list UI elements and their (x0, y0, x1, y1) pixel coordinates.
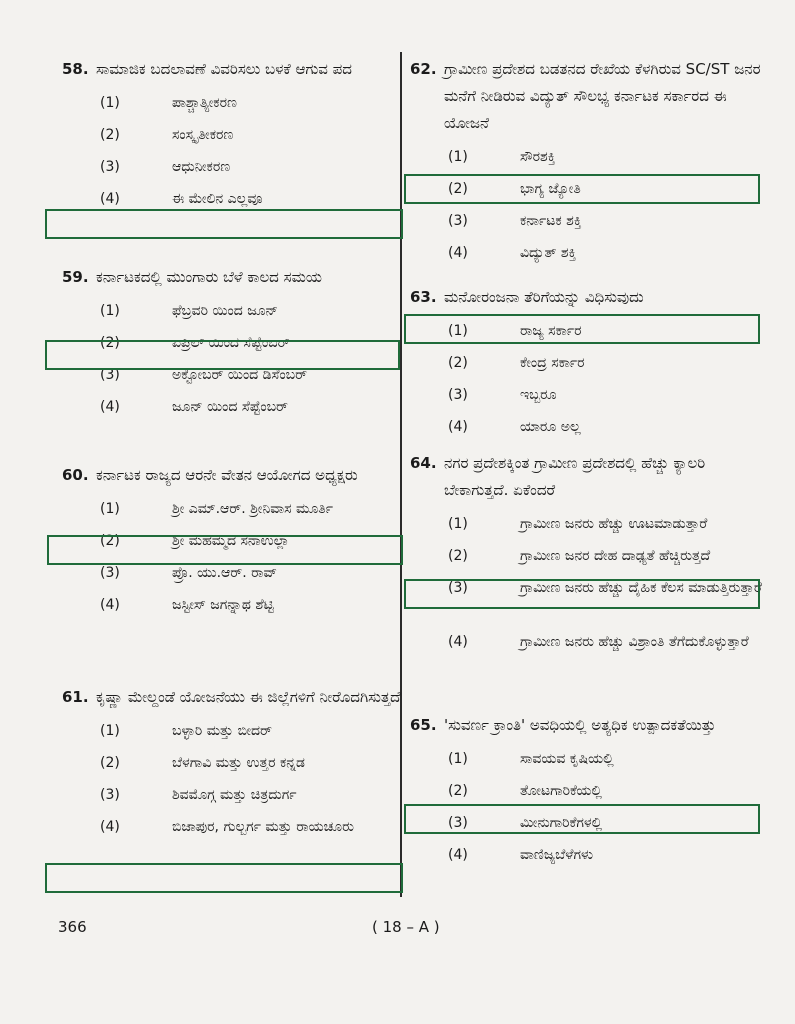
page-code: ( 18 – A ) (372, 918, 440, 936)
option-answer: (2) ಏಪ್ರಿಲ್ ಯಿಂದ ಸೆಪ್ಟೆಂಬರ್ (62, 327, 422, 359)
options (410, 508, 770, 680)
question-59 (62, 264, 422, 462)
option: (1) ಬಳ್ಳಾರಿ ಮತ್ತು ಬೀದರ್ (62, 715, 422, 747)
option-text: ಬಿಜಾಪುರ, ಗುಲ್ಬರ್ಗ ಮತ್ತು ರಾಯಚೂರು (172, 819, 354, 835)
option: (3) ಮೀನುಗಾರಿಕೆಗಳಲ್ಲಿ (410, 807, 770, 839)
question-text: 'ಸುವರ್ಣ ಕ್ರಾಂತಿ' ಅವಧಿಯಲ್ಲಿ ಅತ್ಯಧಿಕ ಉತ್ಪಾದಕತೆಯಿತ್ತು (444, 716, 716, 734)
option-text: ಬಳ್ಳಾರಿ ಮತ್ತು ಬೀದರ್ (172, 723, 272, 739)
option-text: ಈ ಮೇಲಿನ ಎಲ್ಲವೂ (172, 191, 263, 207)
question-text: ನಗರ ಪ್ರದೇಶಕ್ಕಿಂತ ಗ್ರಾಮೀಣ ಪ್ರದೇಶದಲ್ಲಿ ಹೆಚ್ಚು ಕ್ಯಾಲರಿ ಬೇಕಾಗುತ್ತದೆ. ಏಕೆಂದರೆ (444, 454, 706, 499)
question-60 (62, 462, 422, 684)
option-text: ಸಾವಯವ ಕೃಷಿಯಲ್ಲಿ (520, 751, 614, 767)
options (410, 743, 770, 871)
question-number: 62. (410, 60, 437, 78)
option: (3) ಕರ್ನಾಟಕ ಶಕ್ತಿ (410, 205, 770, 237)
option: (2) ಕೇಂದ್ರ ಸರ್ಕಾರ (410, 347, 770, 379)
option-answer: (3) ಗ್ರಾಮೀಣ ಜನರು ಹೆಚ್ಚು ದೈಹಿಕ ಕೆಲಸ ಮಾಡುತ್ತಿರುತ್ತಾರೆ (410, 572, 770, 626)
option: (3) ಪ್ರೊ. ಯು.ಆರ್. ರಾವ್ (62, 557, 422, 589)
question-65 (410, 712, 770, 902)
option-answer: (1) ಶ್ರೀ ಎಮ್.ಆರ್. ಶ್ರೀನಿವಾಸ ಮೂರ್ತಿ (62, 493, 422, 525)
option: (1) ಪಾಶ್ಚಾತ್ಯೀಕರಣ (62, 87, 422, 119)
option-text: ವಿದ್ಯುತ್ ಶಕ್ತಿ (520, 245, 577, 261)
option: (3) ಇಬ್ಬರೂ (410, 379, 770, 411)
option-text: ಗ್ರಾಮೀಣ ಜನರು ಹೆಚ್ಚು ಊಟಮಾಡುತ್ತಾರೆ (520, 516, 708, 532)
question-number: 64. (410, 454, 437, 472)
question-62 (410, 56, 770, 284)
option: (2) ಸಂಸ್ಕೃತೀಕರಣ (62, 119, 422, 151)
question-number: 65. (410, 716, 437, 734)
option: (3) ಆಧುನೀಕರಣ (62, 151, 422, 183)
option-text: ಗ್ರಾಮೀಣ ಜನರು ಹೆಚ್ಚು ವಿಶ್ರಾಂತಿ ತೆಗೆದುಕೊಳ್ಳುತ್ತಾರೆ (520, 634, 749, 650)
option: (1) ಫೆಬ್ರವರಿ ಯಿಂದ ಜೂನ್ (62, 295, 422, 327)
option-text: ಕರ್ನಾಟಕ ಶಕ್ತಿ (520, 213, 582, 229)
option-answer: (1) ರಾಜ್ಯ ಸರ್ಕಾರ (410, 315, 770, 347)
option: (2) ಶ್ರೀ ಮಹಮ್ಮದ ಸನಾಉಲ್ಲಾ (62, 525, 422, 557)
option-text: ಸೌರಶಕ್ತಿ (520, 149, 556, 165)
option-text: ಆಧುನೀಕರಣ (172, 159, 231, 175)
question-number: 59. (62, 268, 89, 286)
option-text: ಫೆಬ್ರವರಿ ಯಿಂದ ಜೂನ್ (172, 303, 278, 319)
question-61 (62, 684, 422, 884)
option-text: ಭಾಗ್ಯ ಜ್ಯೋತಿ (520, 181, 581, 197)
option-text: ಶಿವಮೊಗ್ಗ ಮತ್ತು ಚಿತ್ರದುರ್ಗ (172, 787, 297, 803)
option: (4) ಜೂನ್ ಯಿಂದ ಸೆಪ್ಟೆಂಬರ್ (62, 391, 422, 423)
option: (1) ಸಾವಯವ ಕೃಷಿಯಲ್ಲಿ (410, 743, 770, 775)
option-answer: (4) ಬಿಜಾಪುರ, ಗುಲ್ಬರ್ಗ ಮತ್ತು ರಾಯಚೂರು (62, 811, 422, 843)
option: (2) ಗ್ರಾಮೀಣ ಜನರ ದೇಹ ದಾಢ್ಯತೆ ಹೆಚ್ಚಿರುತ್ತದೆ (410, 540, 770, 572)
option: (4) ಜಸ್ಟೀಸ್ ಜಗನ್ನಾಥ ಶೆಟ್ಟಿ (62, 589, 422, 621)
option-text: ಗ್ರಾಮೀಣ ಜನರ ದೇಹ ದಾಢ್ಯತೆ ಹೆಚ್ಚಿರುತ್ತದೆ (520, 548, 711, 564)
option-text: ಏಪ್ರಿಲ್ ಯಿಂದ ಸೆಪ್ಟೆಂಬರ್ (172, 335, 290, 351)
option-text: ಗ್ರಾಮೀಣ ಜನರು ಹೆಚ್ಚು ದೈಹಿಕ ಕೆಲಸ ಮಾಡುತ್ತಿರುತ್ತಾರೆ (520, 580, 762, 596)
option-text: ರಾಜ್ಯ ಸರ್ಕಾರ (520, 323, 582, 339)
option-answer: (2) ತೋಟಗಾರಿಕೆಯಲ್ಲಿ (410, 775, 770, 807)
option-text: ಅಕ್ಟೋಬರ್ ಯಿಂದ ಡಿಸೆಂಬರ್ (172, 367, 308, 383)
option-text: ಶ್ರೀ ಮಹಮ್ಮದ ಸನಾಉಲ್ಲಾ (172, 533, 290, 549)
option: (4) ಗ್ರಾಮೀಣ ಜನರು ಹೆಚ್ಚು ವಿಶ್ರಾಂತಿ ತೆಗೆದುಕೊಳ್ಳುತ್ತಾರೆ (410, 626, 770, 680)
option: (4) ಯಾರೂ ಅಲ್ಲ (410, 411, 770, 443)
page-number: 366 (58, 918, 87, 936)
question-text: ಕರ್ನಾಟಕ ರಾಜ್ಯದ ಆರನೇ ವೇತನ ಆಯೋಗದ ಅಧ್ಯಕ್ಷರು (96, 466, 358, 484)
question-text: ಕರ್ನಾಟಕದಲ್ಲಿ ಮುಂಗಾರು ಬೆಳೆ ಕಾಲದ ಸಮಯ (96, 268, 322, 286)
right-column (410, 56, 770, 902)
options (410, 315, 770, 443)
option: (1) ಗ್ರಾಮೀಣ ಜನರು ಹೆಚ್ಚು ಊಟಮಾಡುತ್ತಾರೆ (410, 508, 770, 540)
question-64 (410, 450, 770, 712)
option: (4) ವಿದ್ಯುತ್ ಶಕ್ತಿ (410, 237, 770, 269)
option-text: ಯಾರೂ ಅಲ್ಲ (520, 419, 581, 435)
option-text: ಜೂನ್ ಯಿಂದ ಸೆಪ್ಟೆಂಬರ್ (172, 399, 288, 415)
question-number: 63. (410, 288, 437, 306)
options (62, 715, 422, 843)
option-text: ಸಂಸ್ಕೃತೀಕರಣ (172, 127, 234, 143)
option: (4) ವಾಣಿಜ್ಯಬೆಳೆಗಳು (410, 839, 770, 871)
left-column (62, 56, 422, 884)
option: (3) ಶಿವಮೊಗ್ಗ ಮತ್ತು ಚಿತ್ರದುರ್ಗ (62, 779, 422, 811)
option-text: ತೋಟಗಾರಿಕೆಯಲ್ಲಿ (520, 783, 602, 799)
option-text: ಜಸ್ಟೀಸ್ ಜಗನ್ನಾಥ ಶೆಟ್ಟಿ (172, 597, 274, 613)
options (62, 87, 422, 215)
question-number: 60. (62, 466, 89, 484)
option-text: ಮೀನುಗಾರಿಕೆಗಳಲ್ಲಿ (520, 815, 603, 831)
question-58 (62, 56, 422, 264)
question-63 (410, 284, 770, 450)
question-text: ಕೃಷ್ಣಾ ಮೇಲ್ದಂಡೆ ಯೋಜನೆಯು ಈ ಜಿಲ್ಲೆಗಳಿಗೆ ನೀರೊದಗಿಸುತ್ತದೆ (96, 688, 401, 706)
options (62, 295, 422, 423)
option-text: ಶ್ರೀ ಎಮ್.ಆರ್. ಶ್ರೀನಿವಾಸ ಮೂರ್ತಿ (172, 501, 333, 517)
question-text: ಸಾಮಾಜಿಕ ಬದಲಾವಣೆ ವಿವರಿಸಲು ಬಳಕೆ ಆಗುವ ಪದ (96, 60, 352, 78)
option-text: ಇಬ್ಬರೂ (520, 387, 557, 403)
options (410, 141, 770, 269)
option: (1) ಸೌರಶಕ್ತಿ (410, 141, 770, 173)
option-text: ಕೇಂದ್ರ ಸರ್ಕಾರ (520, 355, 585, 371)
option: (2) ಬೆಳಗಾವಿ ಮತ್ತು ಉತ್ತರ ಕನ್ನಡ (62, 747, 422, 779)
option-text: ಪ್ರೊ. ಯು.ಆರ್. ರಾವ್ (172, 565, 278, 581)
question-number: 58. (62, 60, 89, 78)
option-text: ವಾಣಿಜ್ಯಬೆಳೆಗಳು (520, 847, 594, 863)
option-answer: (4) ಈ ಮೇಲಿನ ಎಲ್ಲವೂ (62, 183, 422, 215)
option: (3) ಅಕ್ಟೋಬರ್ ಯಿಂದ ಡಿಸೆಂಬರ್ (62, 359, 422, 391)
question-number: 61. (62, 688, 89, 706)
option-answer: (2) ಭಾಗ್ಯ ಜ್ಯೋತಿ (410, 173, 770, 205)
option-text: ಬೆಳಗಾವಿ ಮತ್ತು ಉತ್ತರ ಕನ್ನಡ (172, 755, 305, 771)
option-text: ಪಾಶ್ಚಾತ್ಯೀಕರಣ (172, 95, 237, 111)
options (62, 493, 422, 621)
question-text: ಮನೋರಂಜನಾ ತೆರಿಗೆಯನ್ನು ವಿಧಿಸುವುದು (444, 288, 644, 306)
question-text: ಗ್ರಾಮೀಣ ಪ್ರದೇಶದ ಬಡತನದ ರೇಖೆಯ ಕೆಳಗಿರುವ SC/ST ಜನರ ಮನೆಗೆ ನೀಡಿರುವ ವಿದ್ಯುತ್ ಸೌಲಭ್ಯ ಕರ್ನಾಟಕ ಸರ್ಕಾರದ ಈ ಯೋಜನೆ (444, 60, 761, 132)
